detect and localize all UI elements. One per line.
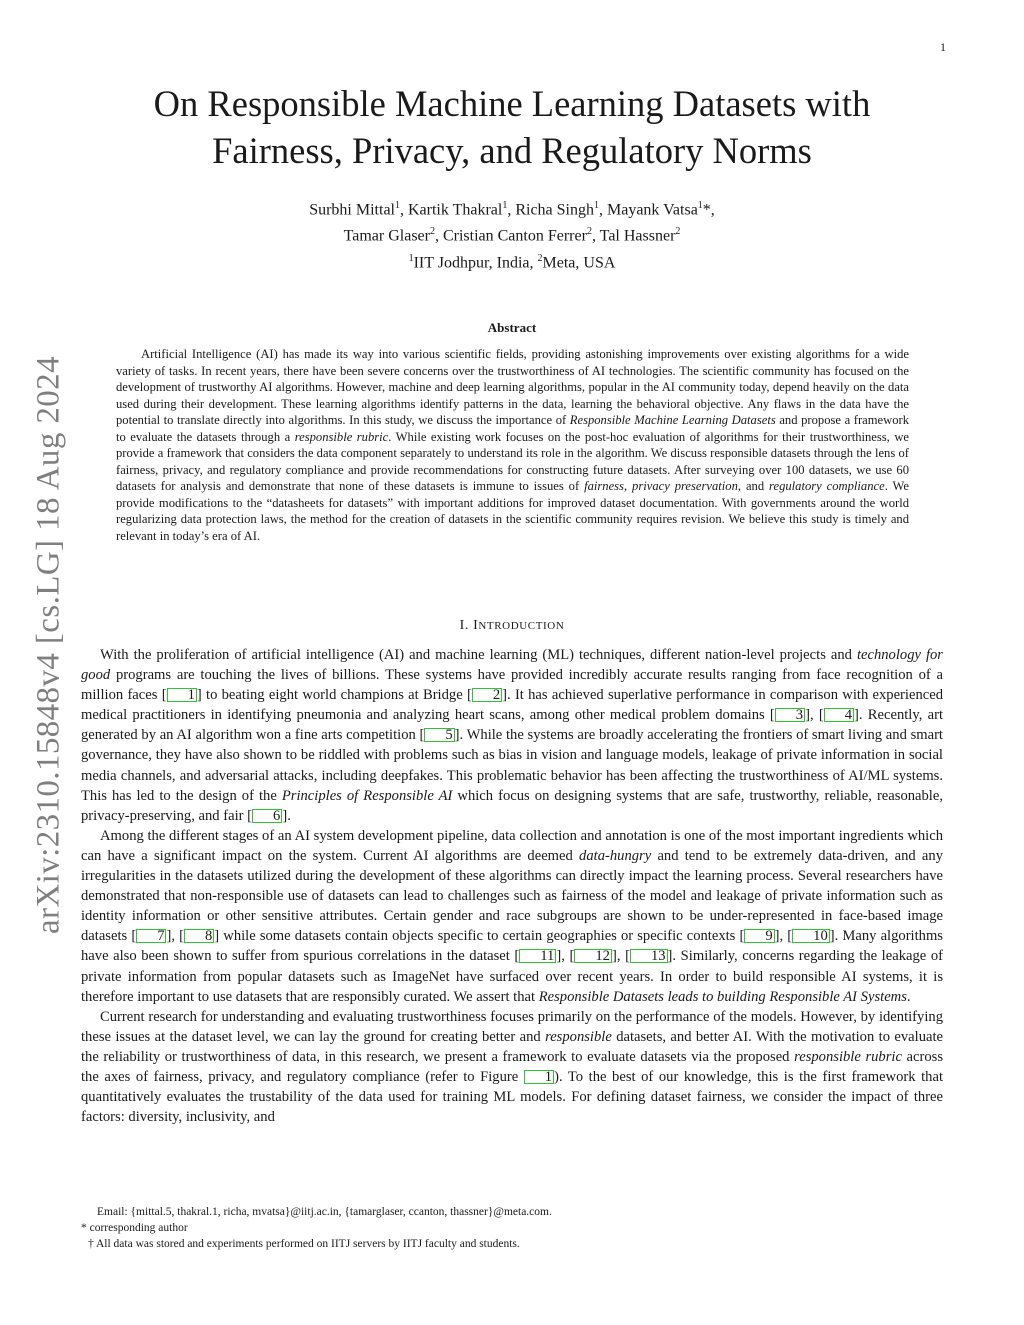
- author-block: [160, 195, 864, 274]
- affiliation-mark: 2: [429, 226, 435, 238]
- paragraph: Among the different stages of an AI system development pipeline, data collection and annotation is one of the most important ingredients which can have a significant impact on the system. Current AI algorithms are deemed data-hungry and tend to be extremely data-driven, and any irregularities in the datasets utilized during the development of these algorithms can directly impact the learning process. Several researchers have demonstrated that non-responsible use of datasets can lead to challenges such as fairness of the model and leakage of private information such as identity information or other sensitive attributes. Certain gender and race subgroups are shown to be under-represented in face-based image datasets [ 7 ], [ 8 ] while some datasets contain objects specific to certain geographies or specific contexts [ 9 ], [ 10 ]. Many algorithms have also been shown to suffer from spurious correlations in the dataset [ 11 ], [ 12 ], [ 13 ]. Similarly, concerns regarding the leakage of private information from popular datasets such as ImageNet have surfaced over recent years. In order to build responsible AI systems, it is therefore important to use datasets that are responsibly curated. We assert that Responsible Datasets leads to building Responsible AI Systems.: [81, 827, 943, 1005]
- footnotes: [81, 1204, 943, 1252]
- affiliation-mark: 2: [586, 226, 592, 238]
- citation-link[interactable]: 2: [472, 688, 502, 702]
- author-line-1: Surbhi Mittal$^1$, Kartik Thakral$^1$, Richa Singh$^1$, Mayank Vatsa$^1$*,: [309, 200, 715, 219]
- citation-link[interactable]: 12: [574, 949, 612, 963]
- author-line-2: Tamar Glaser$^2$, Cristian Canton Ferrer$^2$, Tal Hassner$^2$: [343, 226, 681, 245]
- author-name: Surbhi Mittal: [309, 201, 395, 219]
- citation-link[interactable]: 10: [792, 929, 830, 943]
- paragraph: Current research for understanding and evaluating trustworthiness focuses primarily on the performance of the models. However, by identifying these issues at the dataset level, we can lay the ground for creating better and responsible datasets, and better AI. With the motivation to evaluate the reliability or trustworthiness of data, in this research, we present a framework to evaluate datasets via the proposed responsible rubric across the axes of fairness, privacy, and regulatory compliance (refer to Figure 1 ). To the best of our knowledge, this is the first framework that quantitatively evaluates the trustability of the data used for training ML models. For defining dataset fairness, we consider the impact of three factors: diversity, inclusivity, and: [81, 1008, 944, 1126]
- author-name: Richa Singh: [515, 201, 594, 219]
- introduction-body: [81, 645, 943, 1127]
- affiliation-mark: 1: [408, 252, 414, 264]
- author-name: Kartik Thakral: [407, 201, 503, 219]
- paper-title: [60, 80, 964, 174]
- citation-link[interactable]: 6: [252, 809, 282, 823]
- affiliation-mark: 1: [594, 200, 599, 211]
- abstract-heading: Abstract: [487, 320, 537, 335]
- footnote-data-statement: † All data was stored and experiments performed on IITJ servers by IITJ faculty and students.: [88, 1238, 520, 1250]
- author-name: Tamar Glaser: [343, 227, 430, 245]
- footnote-corresponding-author: * corresponding author: [81, 1222, 188, 1234]
- citation-link[interactable]: 11: [519, 949, 556, 963]
- affiliation-mark: 2: [537, 252, 543, 264]
- affiliation-mark: 1: [502, 200, 508, 211]
- title-line-2: Fairness, Privacy, and Regulatory Norms: [212, 130, 812, 171]
- citation-link[interactable]: 1: [167, 688, 197, 702]
- author-name: Tal Hassner: [599, 227, 676, 245]
- affiliation-mark: 2: [675, 226, 681, 238]
- author-name: Mayank Vatsa: [607, 201, 698, 219]
- citation-link[interactable]: 3: [775, 708, 805, 722]
- citation-link[interactable]: 5: [424, 728, 454, 742]
- citation-link[interactable]: 9: [744, 929, 774, 943]
- title-line-1: On Responsible Machine Learning Datasets with: [153, 83, 871, 124]
- affiliation-2: Meta, USA: [542, 253, 616, 271]
- section-heading-introduction: I. INTRODUCTION: [459, 618, 565, 633]
- affiliation-mark: 1: [394, 200, 400, 211]
- affiliations-line: [160, 248, 864, 274]
- paragraph: With the proliferation of artificial intelligence (AI) and machine learning (ML) techniques, different nation-level projects and technology for good programs are touching the lives of billions. These systems have provided incredibly accurate results ranging from face recognition of a million faces [ 1 ] to beating eight world champions at Bridge [ 2 ]. It has achieved superlative performance in comparison with experienced medical practitioners in identifying pneumonia and analyzing heart scans, among other medical problem domains [ 3 ], [ 4 ]. Recently, art generated by an AI algorithm won a fine arts competition [ 5 ]. While the systems are broadly accelerating the frontiers of smart living and smart governance, they have also shown to be riddled with problems such as bias in vision and language models, leakage of private information in social media channels, and adversarial attacks, including deepfakes. This problematic behavior has been affecting the trustworthiness of AI/ML systems. This has led to the design of the Principles of Responsible AI which focus on designing systems that are safe, trustworthy, reliable, reasonable, privacy-preserving, and fair [ 6 ].: [81, 647, 944, 824]
- citation-link[interactable]: 4: [824, 708, 854, 722]
- arxiv-stamp-text: arXiv:2310.15848v4 [cs.LG] 18 Aug 2024: [30, 356, 67, 934]
- affiliation-1: IIT Jodhpur, India,: [413, 253, 538, 271]
- author-name: Cristian Canton Ferrer: [442, 227, 587, 245]
- arxiv-identifier-stamp: [24, 345, 74, 945]
- citation-link[interactable]: 8: [184, 929, 214, 943]
- footnote-email: Email: {mittal.5, thakral.1, richa, mvatsa}@iitj.ac.in, {tamarglaser, ccanton, thassner}@meta.com.: [97, 1206, 552, 1218]
- citation-link[interactable]: 7: [136, 929, 166, 943]
- figure-link[interactable]: 1: [524, 1070, 554, 1084]
- abstract-body: Artificial Intelligence (AI) has made its way into various scientific fields, providing astonishing improvements over existing algorithms for a wide variety of tasks. In recent years, there have been severe concerns over the trustworthiness of AI technologies. The scientific community has focused on the development of trustworthy AI algorithms. However, machine and deep learning algorithms, popular in the AI community today, depend heavily on the data used during their development. These learning algorithms identify patterns in the data, learning the behavioral objective. Any flaws in the data have the potential to translate directly into algorithms. In this study, we discuss the importance of Responsible Machine Learning Datasets and propose a framework to evaluate the datasets through a responsible rubric. While existing work focuses on the post-hoc evaluation of algorithms for their trustworthiness, we provide a framework that considers the data component separately to understand its role in the algorithm. We discuss responsible datasets through the lens of fairness, privacy, and regulatory compliance and provide recommendations for constructing future datasets. After surveying over 100 datasets, we use 60 datasets for analysis and demonstrate that none of these datasets is immune to issues of fairness, privacy preservation, and regulatory compliance. We provide modifications to the “datasheets for datasets” with important additions for improved dataset documentation. With governments around the world regularizing data protection laws, the method for the creation of datasets in the scientific community requires revision. We believe this study is timely and relevant in today’s era of AI.: [116, 347, 910, 543]
- page-number: 1: [940, 40, 946, 54]
- citation-link[interactable]: 13: [630, 949, 668, 963]
- corresponding-star: *: [702, 201, 711, 219]
- affiliation-mark: 1: [697, 200, 703, 211]
